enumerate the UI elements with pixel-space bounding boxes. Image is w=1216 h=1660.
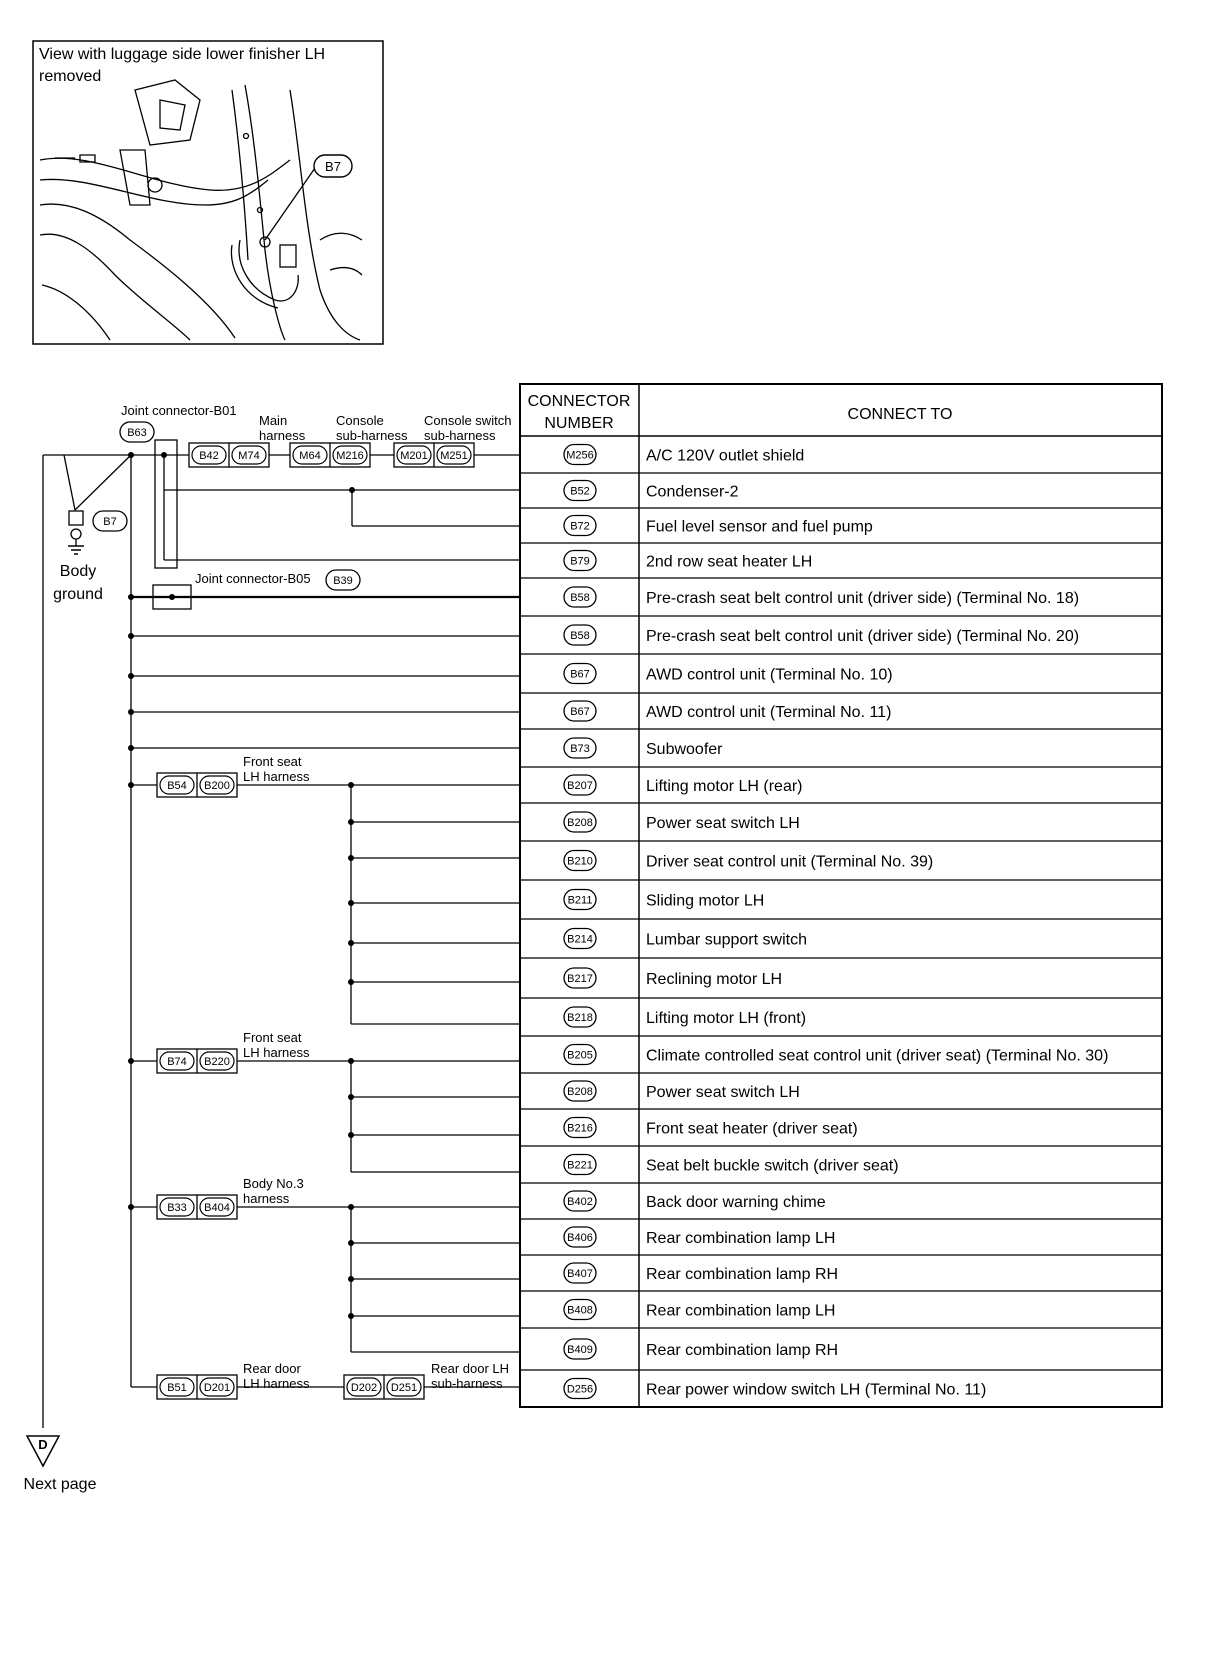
table-rows	[520, 445, 1162, 1399]
table-row	[564, 1379, 986, 1399]
harness-connectors	[157, 443, 474, 1399]
svg-text:B39: B39	[333, 575, 353, 587]
connect-to-label: Sliding motor LH	[646, 892, 765, 910]
connector-number: B67	[570, 706, 590, 718]
table-row	[520, 1007, 1162, 1036]
ground-label-line2: ground	[53, 586, 103, 603]
table-row	[520, 516, 1162, 544]
harness-connector-label: B220	[204, 1056, 230, 1068]
connector-table	[520, 384, 1162, 1407]
harness-connector-pair-front-seat-1	[157, 773, 237, 797]
connector-number: B58	[570, 630, 590, 642]
next-page-letter: D	[38, 1437, 48, 1452]
harness-connector-label: B54	[167, 780, 187, 792]
connect-to-label: Rear combination lamp RH	[646, 1342, 839, 1359]
table-row	[520, 664, 1162, 694]
harness-main-line2: harness	[259, 428, 306, 443]
connector-number: B52	[570, 485, 590, 498]
connector-number: B409	[567, 1344, 593, 1356]
table-row	[520, 1081, 1162, 1109]
harness-connector-pair-console	[290, 443, 370, 467]
harness-connector-pair-front-seat-2	[157, 1049, 237, 1073]
joint-b05-label: Joint connector-B05	[195, 571, 311, 586]
connector-number: B211	[567, 894, 593, 907]
connector-number: D256	[566, 1383, 594, 1396]
next-page-label: Next page	[23, 1476, 97, 1493]
table-row	[520, 890, 1162, 920]
connect-to-label: Lifting motor LH (rear)	[646, 778, 803, 795]
connect-to-label: Power seat switch LH	[646, 1084, 800, 1101]
harness-front-seat-1-line1: Front seat	[243, 754, 302, 769]
body-ground	[53, 511, 127, 603]
connect-to-label: Front seat heater (driver seat)	[646, 1120, 858, 1138]
harness-connector-label: M74	[238, 450, 260, 462]
connect-to-label: Lifting motor LH (front)	[646, 1010, 807, 1027]
next-page-marker	[24, 1436, 97, 1493]
harness-connector-label: D202	[350, 1382, 378, 1394]
connector-number: B408	[567, 1304, 593, 1317]
svg-text:B7: B7	[325, 159, 341, 174]
harness-console-switch-line2: sub-harness	[424, 428, 496, 443]
connector-number: B205	[567, 1049, 593, 1062]
connector-number: B216	[567, 1122, 593, 1135]
harness-rear-door-line2: LH harness	[243, 1376, 310, 1391]
joint-b01-connector	[120, 422, 154, 442]
connect-to-label: Lumbar support switch	[646, 931, 807, 949]
connect-to-label: Rear combination lamp LH	[646, 1302, 836, 1320]
connector-number: B210	[567, 855, 593, 868]
harness-connector-label: M216	[336, 450, 364, 462]
connector-number: B208	[567, 1086, 593, 1098]
table-row	[520, 551, 1162, 579]
figure-caption-line1: View with luggage side lower finisher LH	[39, 46, 326, 63]
table-row	[520, 775, 1162, 803]
table-row	[520, 1191, 1162, 1219]
ground-connector-label: B7	[103, 516, 117, 528]
connect-to-label: Back door warning chime	[646, 1194, 826, 1211]
table-row	[520, 1118, 1162, 1147]
table-row	[520, 445, 1162, 474]
harness-body3-line2: harness	[243, 1191, 290, 1206]
harness-connector-pair-body3	[157, 1195, 237, 1219]
connect-to-label: Rear combination lamp LH	[646, 1230, 836, 1247]
harness-connector-label: D251	[390, 1382, 418, 1394]
table-row	[520, 587, 1162, 616]
connector-number: B79	[570, 555, 590, 568]
harness-connector-pair-main	[189, 443, 269, 467]
connector-number: B58	[570, 592, 590, 604]
harness-console-line2: sub-harness	[336, 428, 408, 443]
harness-console-line1: Console	[336, 413, 384, 428]
harness-connector-label: B42	[199, 450, 219, 462]
harness-front-seat-2-line2: LH harness	[243, 1045, 310, 1060]
figure-caption-line2: removed	[39, 68, 102, 85]
table-row	[520, 929, 1162, 959]
connect-to-label: Rear combination lamp RH	[646, 1266, 839, 1283]
connect-to-label: 2nd row seat heater LH	[646, 553, 813, 571]
harness-console-switch-line1: Console switch	[424, 413, 512, 428]
harness-connector-label: B74	[167, 1056, 187, 1068]
harness-connector-pair-rear-door-sub	[344, 1375, 424, 1399]
harness-connector-label: B404	[204, 1202, 230, 1214]
table-row	[520, 738, 1162, 767]
connect-to-label: Rear power window switch LH (Terminal No. 11)	[646, 1381, 987, 1399]
harness-rear-door-sub-line2: sub-harness	[431, 1376, 503, 1391]
connect-to-label: Seat belt buckle switch (driver seat)	[646, 1157, 899, 1175]
table-row	[520, 1227, 1162, 1255]
harness-connector-label: M251	[440, 450, 468, 462]
table-row	[520, 968, 1162, 998]
table-row	[520, 851, 1162, 881]
harness-connector-label: B51	[167, 1382, 187, 1394]
connector-number: B218	[567, 1012, 593, 1024]
harness-body3-line1: Body No.3	[243, 1176, 304, 1191]
harness-connector-label: B200	[204, 780, 230, 792]
table-row	[520, 1263, 1162, 1291]
joint-b01-label: Joint connector-B01	[121, 403, 237, 418]
table-row	[520, 1045, 1162, 1074]
harness-rear-door-line1: Rear door	[243, 1361, 301, 1376]
connector-number: B207	[567, 780, 593, 792]
connector-number: B406	[567, 1232, 593, 1244]
connect-to-label: Driver seat control unit (Terminal No. 39)	[646, 853, 934, 871]
harness-connector-label: M201	[400, 450, 428, 462]
harness-front-seat-1-line2: LH harness	[243, 769, 310, 784]
connect-to-label: Condenser-2	[646, 483, 739, 501]
connector-number: B72	[570, 520, 590, 533]
table-row	[520, 1155, 1162, 1184]
connector-number: B217	[567, 973, 593, 985]
connector-number: B214	[567, 933, 593, 946]
connect-to-label: AWD control unit (Terminal No. 11)	[646, 704, 892, 721]
table-row	[520, 812, 1162, 841]
harness-connector-label: B33	[167, 1202, 187, 1214]
table-header-connect-to: CONNECT TO	[847, 406, 953, 423]
harness-main-line1: Main	[259, 413, 288, 428]
table-row	[520, 701, 1162, 729]
table-row	[520, 625, 1162, 654]
joint-b05-connector	[326, 570, 360, 590]
connect-to-label: Climate controlled seat control unit (driver seat) (Terminal No. 30)	[646, 1047, 1109, 1065]
figure-callout-b7	[314, 155, 352, 177]
connector-number: B221	[567, 1159, 593, 1172]
connector-number: B73	[570, 743, 590, 755]
connect-to-label: Pre-crash seat belt control unit (driver side) (Terminal No. 20)	[646, 628, 1080, 645]
harness-connector-label: M64	[299, 450, 321, 462]
harness-connector-pair-rear-door	[157, 1375, 237, 1399]
connect-to-label: Power seat switch LH	[646, 815, 800, 832]
connect-to-label: AWD control unit (Terminal No. 10)	[646, 666, 893, 684]
connector-number: B402	[567, 1196, 593, 1208]
harness-rear-door-sub-line1: Rear door LH	[431, 1361, 510, 1376]
harness-connector-pair-console-switch	[394, 443, 474, 467]
svg-text:B63: B63	[127, 427, 147, 439]
connector-number: B407	[567, 1268, 593, 1280]
table-row	[520, 1300, 1162, 1329]
connect-to-label: Pre-crash seat belt control unit (driver side) (Terminal No. 18)	[646, 590, 1080, 607]
connect-to-label: Reclining motor LH	[646, 971, 783, 988]
connector-number: B208	[567, 817, 593, 829]
harness-front-seat-2-line1: Front seat	[243, 1030, 302, 1045]
connect-to-label: Subwoofer	[646, 741, 723, 758]
table-row	[520, 1339, 1162, 1370]
location-figure	[33, 41, 383, 344]
table-row	[520, 481, 1162, 509]
connector-number: B67	[570, 668, 590, 681]
connect-to-label: Fuel level sensor and fuel pump	[646, 518, 873, 536]
table-header-connector: CONNECTOR	[527, 393, 631, 410]
ground-label-line1: Body	[59, 563, 97, 580]
harness-connector-label: D201	[203, 1382, 231, 1394]
table-header-number: NUMBER	[544, 415, 614, 432]
wiring	[43, 440, 520, 1428]
connector-number: M256	[566, 449, 594, 462]
connect-to-label: A/C 120V outlet shield	[646, 447, 805, 465]
